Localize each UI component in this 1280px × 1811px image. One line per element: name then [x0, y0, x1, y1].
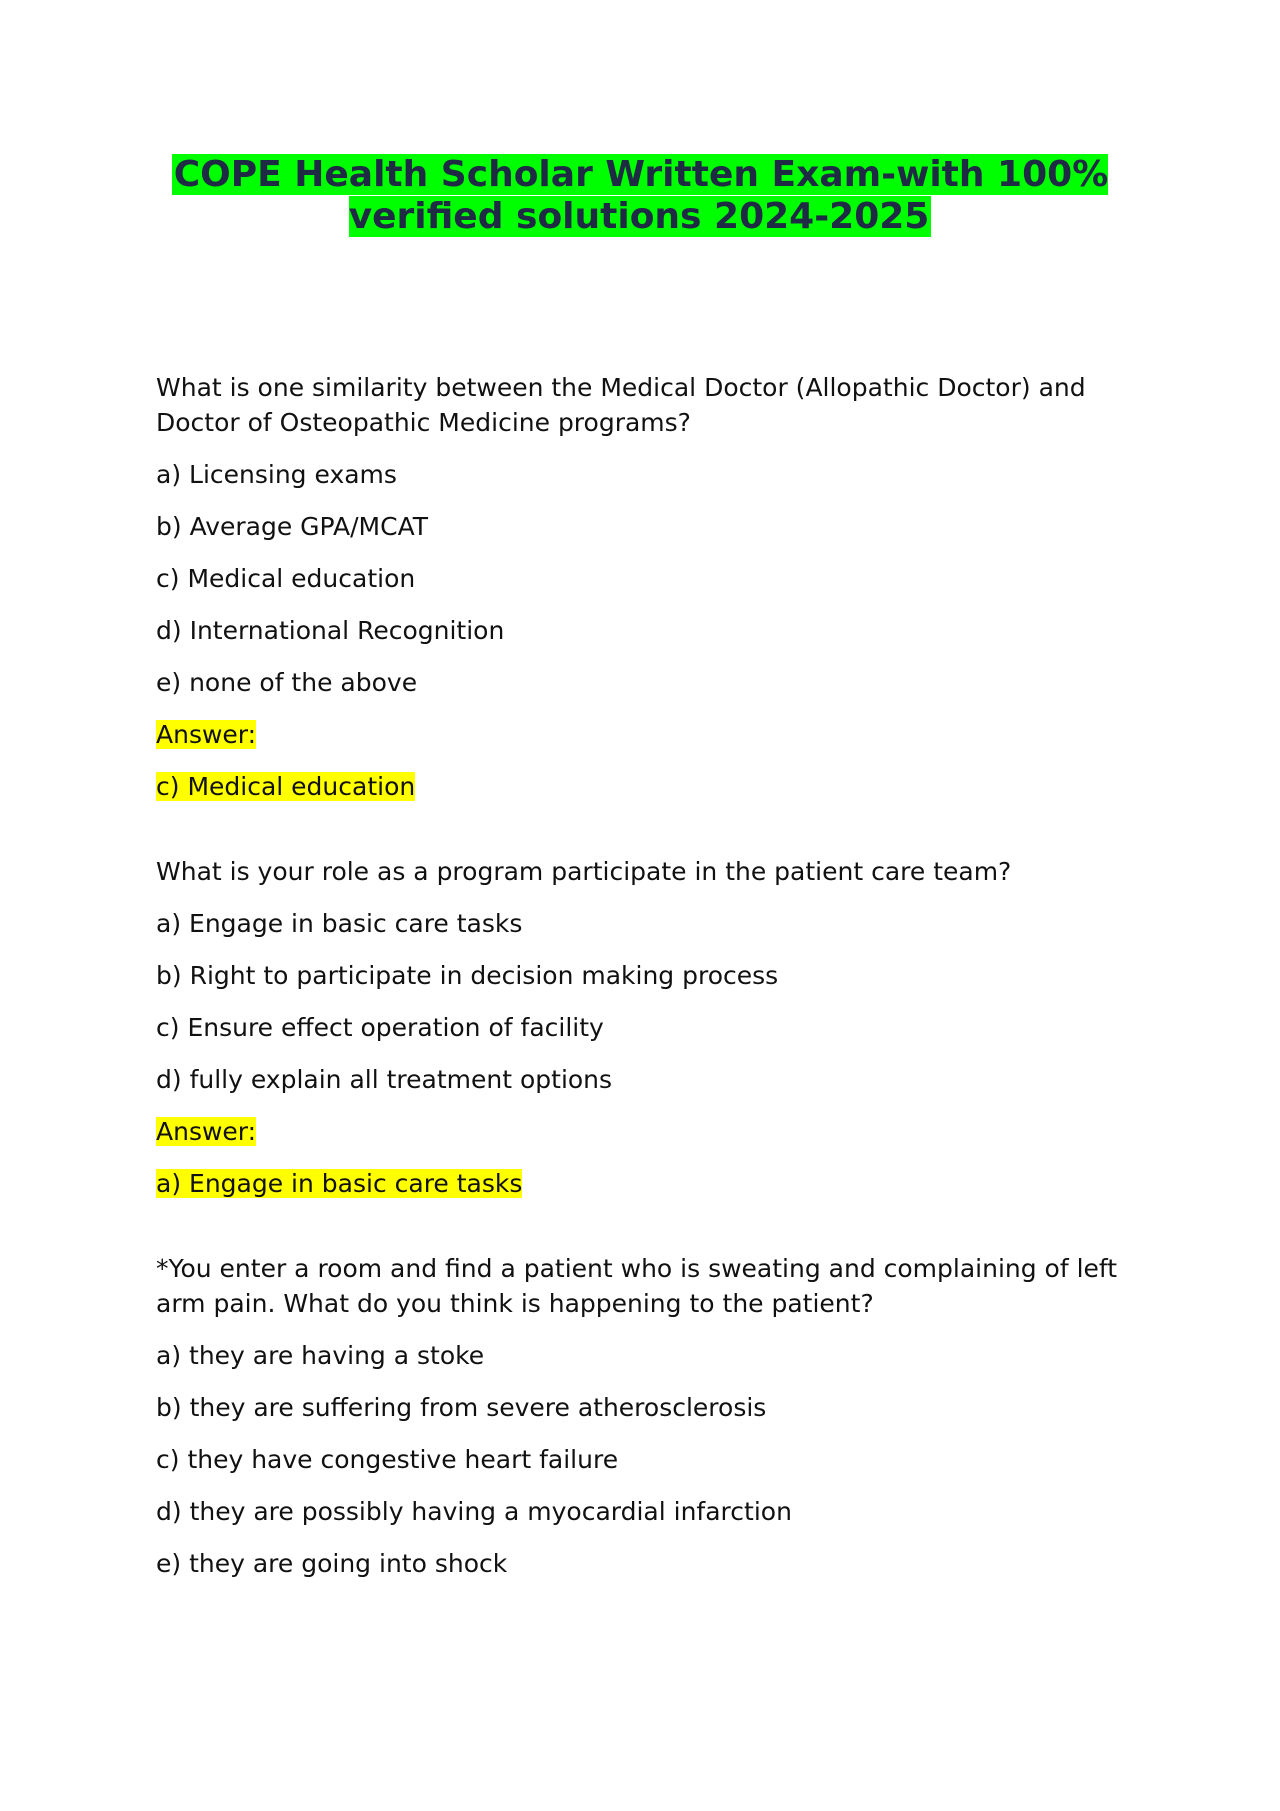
answer-value: a) Engage in basic care tasks [156, 1169, 523, 1198]
question-option: c) they have congestive heart failure [156, 1445, 619, 1474]
question-option: e) none of the above [156, 668, 418, 697]
answer-value: c) Medical education [156, 772, 416, 801]
question-option: a) Engage in basic care tasks [156, 909, 523, 938]
question-option: d) International Recognition [156, 616, 505, 645]
question-option: d) fully explain all treatment options [156, 1065, 613, 1094]
question-option: e) they are going into shock [156, 1549, 508, 1578]
question-option: d) they are possibly having a myocardial infarction [156, 1497, 792, 1526]
question-option: b) Average GPA/MCAT [156, 512, 429, 541]
question-prompt: What is one similarity between the Medical Doctor (Allopathic Doctor) and Doctor of Osteopathic Medicine programs? [156, 373, 1086, 437]
question-option: a) they are having a stoke [156, 1341, 485, 1370]
answer-text [156, 1166, 1146, 1201]
question-block-3 [156, 1251, 1146, 1581]
question-option: c) Medical education [156, 564, 416, 593]
document-body [156, 370, 1146, 1631]
question-option: a) Licensing exams [156, 460, 397, 489]
question-option: b) Right to participate in decision making process [156, 961, 779, 990]
answer-label-text: Answer: [156, 720, 257, 749]
document-title-text: COPE Health Scholar Written Exam-with 100% verified solutions 2024-2025 [173, 154, 1109, 237]
answer-label [156, 717, 1146, 752]
question-block-1 [156, 370, 1146, 804]
document-title [150, 154, 1130, 238]
answer-label [156, 1114, 1146, 1149]
question-option: c) Ensure effect operation of facility [156, 1013, 604, 1042]
answer-text [156, 769, 1146, 804]
answer-label-text: Answer: [156, 1117, 257, 1146]
question-prompt: *You enter a room and find a patient who is sweating and complaining of left arm pain. What do you think is happening to the patient? [156, 1254, 1118, 1318]
question-option: b) they are suffering from severe atherosclerosis [156, 1393, 767, 1422]
question-prompt: What is your role as a program participate in the patient care team? [156, 857, 1012, 886]
question-block-2 [156, 854, 1146, 1201]
